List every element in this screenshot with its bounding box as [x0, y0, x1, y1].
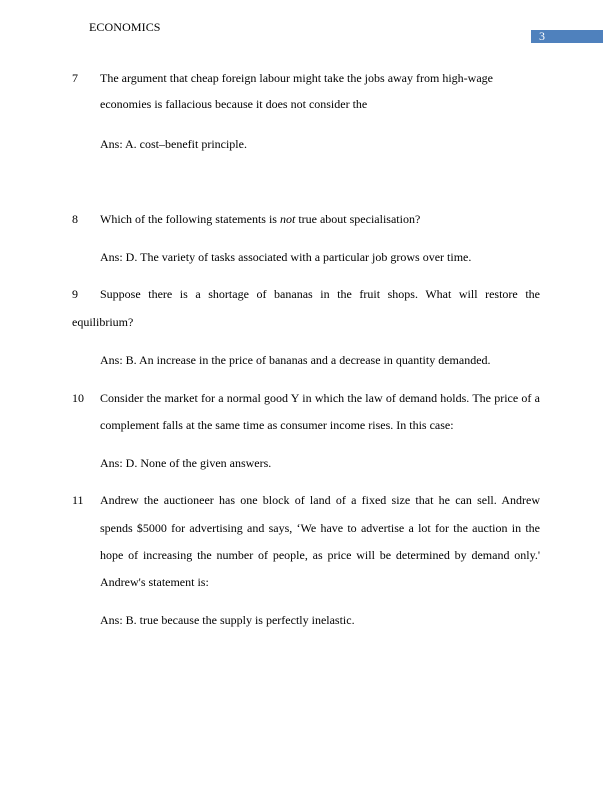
- question-number: 11: [72, 493, 84, 507]
- answer-text: Ans: B. true because the supply is perfectly inelastic.: [100, 613, 355, 627]
- question-text-part: true about specialisation?: [295, 212, 421, 226]
- question-text-line: Andrew's statement is:: [100, 575, 209, 589]
- question-number: 8: [72, 212, 78, 226]
- question-text-line: Suppose there is a shortage of bananas in the fruit shops. What will restore the: [100, 287, 540, 301]
- question-text-line: equilibrium?: [72, 315, 134, 329]
- question-text-line: hope of increasing the number of people, as price will be determined by demand only.': [100, 548, 540, 562]
- question-text-line: Consider the market for a normal good Y in which the law of demand holds. The price of a: [100, 391, 540, 405]
- question-text-line: The argument that cheap foreign labour might take the jobs away from high-wage: [100, 71, 493, 85]
- question-text-part: Which of the following statements is: [100, 212, 280, 226]
- question-number: 9: [72, 287, 78, 301]
- answer-text: Ans: D. The variety of tasks associated with a particular job grows over time.: [100, 250, 472, 264]
- question-number: 7: [72, 71, 78, 85]
- page-number-badge: 3: [531, 30, 603, 43]
- question-text-line: complement falls at the same time as consumer income rises. In this case:: [100, 418, 454, 432]
- answer-text: Ans: B. An increase in the price of bananas and a decrease in quantity demanded.: [100, 353, 491, 367]
- answer-text: Ans: D. None of the given answers.: [100, 456, 272, 470]
- question-text-line: Andrew the auctioneer has one block of land of a fixed size that he can sell. Andrew: [100, 493, 540, 507]
- question-text-line: spends $5000 for advertising and says, ‘We have to advertise a lot for the auction in the: [100, 521, 540, 535]
- question-text-line: economies is fallacious because it does not consider the: [100, 97, 368, 111]
- question-text: [100, 212, 420, 227]
- answer-text: Ans: A. cost–benefit principle.: [100, 137, 247, 151]
- running-head-title: ECONOMICS: [89, 20, 161, 34]
- question-number: 10: [72, 391, 84, 405]
- emphasis-text: not: [279, 212, 296, 226]
